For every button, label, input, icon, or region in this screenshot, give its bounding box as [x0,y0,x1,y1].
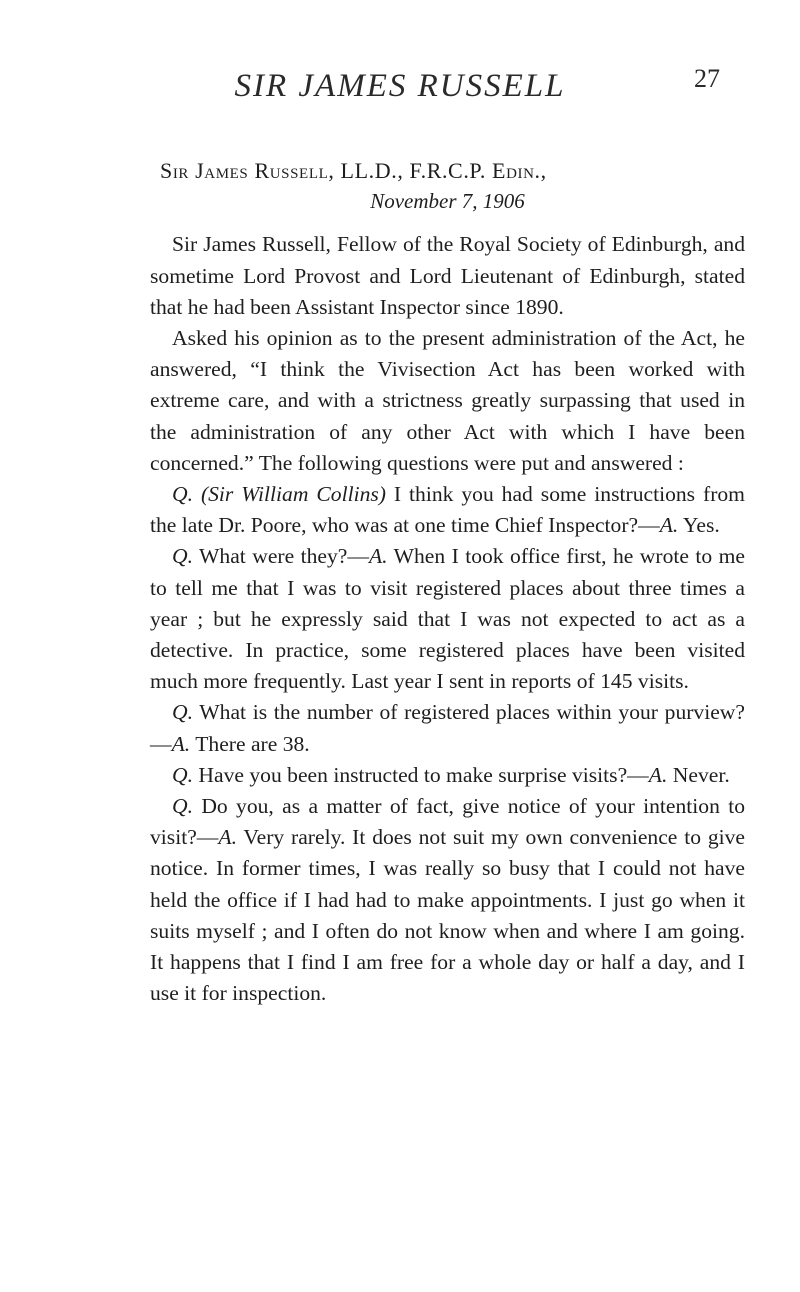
page-number: 27 [694,64,720,93]
question-label: Q. [172,794,193,819]
section-heading [160,155,745,186]
question-label: Q. [172,700,193,725]
page-body [150,155,745,1009]
question-label: Q. [172,762,193,787]
answer-text: Very rarely. It does not suit my own convenience to give notice. In former times, I was really so busy that I could not have held the office if I had had to make appointments. I just go when it suits myself ; and I often do not know when and where I am going. It happens that I find I am free for a whole day or half a day, and I use it for inspection. [150,825,745,1006]
answer-text: Yes. [682,513,720,538]
question-text: Do you, as a matter of fact, give notice of your intention to visit?— [150,794,745,850]
qa-paragraph [150,697,745,759]
question-text: What were they?— [199,544,369,569]
section-date: November 7, 1906 [370,189,525,214]
section-heading-text: Sir James Russell, LL.D., F.R.C.P. Edin., [160,158,547,183]
answer-text: There are 38. [195,731,310,756]
questioner-name: (Sir William Collins) [200,482,386,507]
question-text: What is the number of registered places within your purview?— [150,700,745,756]
question-text: I think you had some instructions from the late Dr. Poore, who was at one time Chief Inspector?— [150,482,745,538]
qa-paragraph [150,479,745,541]
question-label: Q. [172,544,193,569]
question-text: Have you been instructed to make surprise visits?— [198,762,649,787]
qa-paragraph [150,791,745,1009]
answer-text: When I took office first, he wrote to me to tell me that I was to visit registered places about three times a year ; but he expressly said that I was not expected to act as a detective. In practice, some registered places have been visited much more frequently. Last year I sent in reports of 145 visits. [150,544,745,694]
running-title: SIR JAMES RUSSELL [234,68,566,104]
answer-label: A. [368,544,388,569]
answer-label: A. [659,513,679,538]
paragraph-opinion: Asked his opinion as to the present administration of the Act, he answered, “I think the Vivisection Act has been worked with extreme care, and with a strictness greatly surpassing that used in the administration of any other Act with which I have been concerned.” The following questions were put and answered : [150,326,745,475]
answer-label: A. [218,825,237,850]
answer-label: A. [171,731,191,756]
paragraph-intro: Sir James Russell, Fellow of the Royal Society of Edinburgh, and sometime Lord Provost and Lord Lieutenant of Edinburgh, stated that he had been Assistant Inspector since 1890. [150,232,745,319]
answer-label: A. [648,762,668,787]
qa-paragraph [150,541,745,697]
qa-paragraph [150,760,745,791]
question-label: Q. [172,482,193,507]
answer-text: Never. [672,762,730,787]
